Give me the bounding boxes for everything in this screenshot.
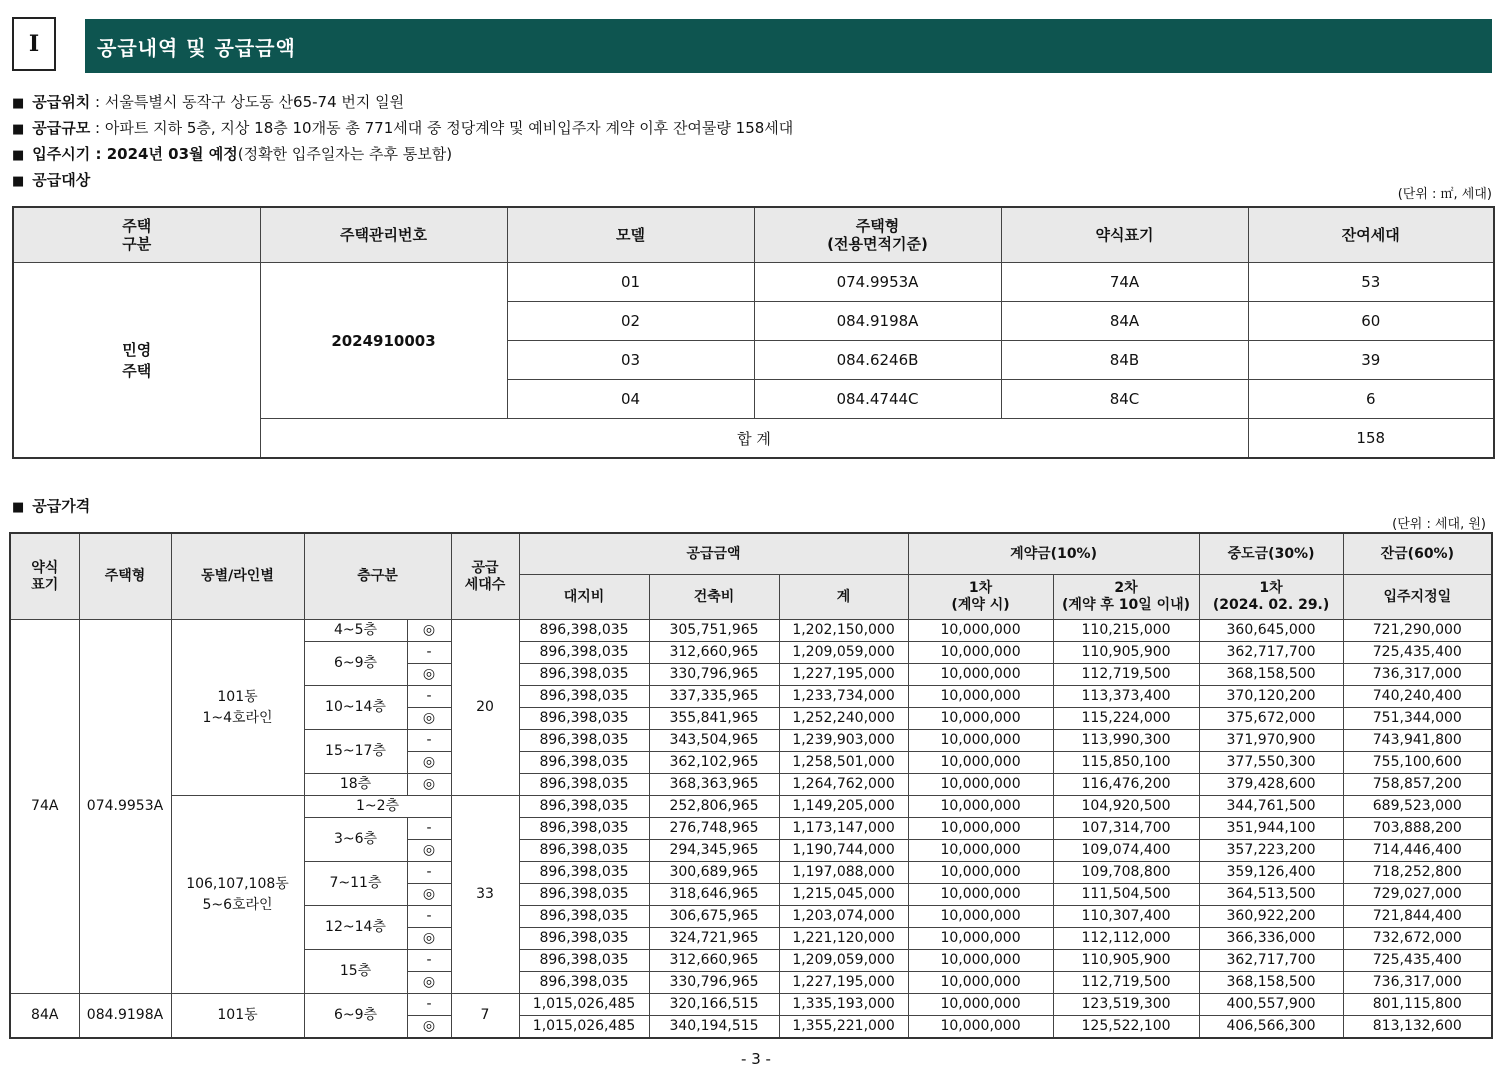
middle-1-cell: 360,645,000 xyxy=(1199,620,1343,642)
floor-cell: 1~2층 xyxy=(304,796,451,818)
balance-cell: 721,844,400 xyxy=(1343,906,1492,928)
total-price-cell: 1,190,744,000 xyxy=(779,840,908,862)
building-cost-cell: 312,660,965 xyxy=(649,950,779,972)
middle-1-cell: 368,158,500 xyxy=(1199,972,1343,994)
header-building-cost: 건축비 xyxy=(649,575,779,620)
land-cost-cell: 896,398,035 xyxy=(519,906,649,928)
floor-cell: 12~14층 xyxy=(304,906,407,950)
building-cost-cell: 330,796,965 xyxy=(649,664,779,686)
contract-2-cell: 110,215,000 xyxy=(1053,620,1199,642)
short-cell: 74A xyxy=(1001,263,1248,302)
contract-1-cell: 10,000,000 xyxy=(908,686,1053,708)
units-cell: 33 xyxy=(451,796,519,994)
table-row xyxy=(10,620,1492,642)
building-cost-cell: 318,646,965 xyxy=(649,884,779,906)
type-cell: 074.9953A xyxy=(754,263,1001,302)
model-cell: 04 xyxy=(507,380,754,419)
land-cost-cell: 896,398,035 xyxy=(519,664,649,686)
table-row xyxy=(13,263,1494,302)
middle-1-cell: 379,428,600 xyxy=(1199,774,1343,796)
model-cell: 02 xyxy=(507,302,754,341)
info-row-scale xyxy=(12,116,793,142)
contract-1-cell: 10,000,000 xyxy=(908,884,1053,906)
middle-1-cell: 375,672,000 xyxy=(1199,708,1343,730)
floor-mark-cell: ◎ xyxy=(407,774,451,796)
floor-mark-cell: ◎ xyxy=(407,1016,451,1039)
balance-cell: 755,100,600 xyxy=(1343,752,1492,774)
floor-mark-cell: - xyxy=(407,950,451,972)
contract-1-cell: 10,000,000 xyxy=(908,950,1053,972)
contract-1-cell: 10,000,000 xyxy=(908,664,1053,686)
floor-cell: 15층 xyxy=(304,950,407,994)
total-price-cell: 1,203,074,000 xyxy=(779,906,908,928)
info-separator: : xyxy=(90,119,105,137)
floor-mark-cell: - xyxy=(407,818,451,840)
floor-cell: 6~9층 xyxy=(304,642,407,686)
contract-2-cell: 115,850,100 xyxy=(1053,752,1199,774)
land-cost-cell: 896,398,035 xyxy=(519,884,649,906)
floor-cell: 15~17층 xyxy=(304,730,407,774)
contract-2-cell: 107,314,700 xyxy=(1053,818,1199,840)
building-cost-cell: 305,751,965 xyxy=(649,620,779,642)
floor-mark-cell: ◎ xyxy=(407,840,451,862)
floor-mark-cell: ◎ xyxy=(407,620,451,642)
middle-1-cell: 368,158,500 xyxy=(1199,664,1343,686)
balance-cell: 689,523,000 xyxy=(1343,796,1492,818)
building-cost-cell: 276,748,965 xyxy=(649,818,779,840)
contract-2-cell: 125,522,100 xyxy=(1053,1016,1199,1039)
contract-1-cell: 10,000,000 xyxy=(908,906,1053,928)
floor-cell: 10~14층 xyxy=(304,686,407,730)
type-cell: 084.9198A xyxy=(79,994,171,1039)
section-title: 공급내역 및 공급금액 xyxy=(97,35,296,60)
contract-2-cell: 104,920,500 xyxy=(1053,796,1199,818)
section-number-box: I xyxy=(12,17,56,71)
total-price-cell: 1,355,221,000 xyxy=(779,1016,908,1039)
building-cost-cell: 337,335,965 xyxy=(649,686,779,708)
header-land: 대지비 xyxy=(519,575,649,620)
contract-1-cell: 10,000,000 xyxy=(908,862,1053,884)
total-price-cell: 1,149,205,000 xyxy=(779,796,908,818)
contract-1-cell: 10,000,000 xyxy=(908,752,1053,774)
header-units: 공급 세대수 xyxy=(451,533,519,620)
building-cost-cell: 294,345,965 xyxy=(649,840,779,862)
land-cost-cell: 1,015,026,485 xyxy=(519,1016,649,1039)
info-separator: : xyxy=(90,145,107,163)
model-cell: 01 xyxy=(507,263,754,302)
land-cost-cell: 896,398,035 xyxy=(519,862,649,884)
land-cost-cell: 896,398,035 xyxy=(519,972,649,994)
total-price-cell: 1,258,501,000 xyxy=(779,752,908,774)
land-cost-cell: 896,398,035 xyxy=(519,840,649,862)
floor-mark-cell: ◎ xyxy=(407,928,451,950)
info-value-note: (정확한 입주일자는 추후 통보함) xyxy=(237,145,453,163)
type-cell: 074.9953A xyxy=(79,620,171,994)
floor-cell: 18층 xyxy=(304,774,407,796)
units-cell: 20 xyxy=(451,620,519,796)
balance-cell: 714,446,400 xyxy=(1343,840,1492,862)
building-cost-cell: 324,721,965 xyxy=(649,928,779,950)
short-cell: 84C xyxy=(1001,380,1248,419)
info-row-move-in xyxy=(12,142,793,168)
remaining-cell: 53 xyxy=(1248,263,1494,302)
contract-2-cell: 112,719,500 xyxy=(1053,972,1199,994)
land-cost-cell: 896,398,035 xyxy=(519,686,649,708)
balance-cell: 743,941,800 xyxy=(1343,730,1492,752)
short-cell: 84A xyxy=(1001,302,1248,341)
balance-cell: 729,027,000 xyxy=(1343,884,1492,906)
floor-mark-cell: - xyxy=(407,642,451,664)
total-price-cell: 1,209,059,000 xyxy=(779,950,908,972)
supply-info-list xyxy=(12,90,793,194)
total-price-cell: 1,233,734,000 xyxy=(779,686,908,708)
short-cell: 84A xyxy=(10,994,79,1039)
floor-mark-cell: ◎ xyxy=(407,752,451,774)
middle-1-cell: 344,761,500 xyxy=(1199,796,1343,818)
bullet-square-icon: ■ xyxy=(12,148,25,163)
header-floor: 층구분 xyxy=(304,533,451,620)
contract-1-cell: 10,000,000 xyxy=(908,818,1053,840)
middle-1-cell: 377,550,300 xyxy=(1199,752,1343,774)
housing-type-cell: 민영 주택 xyxy=(13,263,260,459)
info-row-location xyxy=(12,90,793,116)
type-cell: 084.9198A xyxy=(754,302,1001,341)
price-heading xyxy=(12,495,90,516)
info-row-target xyxy=(12,168,793,194)
floor-mark-cell: ◎ xyxy=(407,664,451,686)
total-price-cell: 1,227,195,000 xyxy=(779,972,908,994)
middle-1-cell: 351,944,100 xyxy=(1199,818,1343,840)
page-number: - 3 - xyxy=(741,1050,771,1068)
floor-mark-cell: - xyxy=(407,686,451,708)
info-label: 공급위치 xyxy=(32,93,91,111)
header-balance: 잔금(60%) xyxy=(1343,533,1492,575)
building-cost-cell: 330,796,965 xyxy=(649,972,779,994)
header-balance-1: 입주지정일 xyxy=(1343,575,1492,620)
units-cell: 7 xyxy=(451,994,519,1039)
remaining-cell: 6 xyxy=(1248,380,1494,419)
contract-1-cell: 10,000,000 xyxy=(908,642,1053,664)
contract-1-cell: 10,000,000 xyxy=(908,774,1053,796)
header-contract: 계약금(10%) xyxy=(908,533,1199,575)
header-cell: 주택관리번호 xyxy=(260,207,507,263)
info-label: 공급대상 xyxy=(32,171,91,189)
contract-2-cell: 113,373,400 xyxy=(1053,686,1199,708)
balance-cell: 732,672,000 xyxy=(1343,928,1492,950)
section-title-bar xyxy=(85,19,1492,73)
total-price-cell: 1,197,088,000 xyxy=(779,862,908,884)
header-contract-2: 2차 (계약 후 10일 이내) xyxy=(1053,575,1199,620)
info-label: 입주시기 xyxy=(32,145,91,163)
contract-2-cell: 112,112,000 xyxy=(1053,928,1199,950)
contract-1-cell: 10,000,000 xyxy=(908,972,1053,994)
total-price-cell: 1,252,240,000 xyxy=(779,708,908,730)
supply-target-unit: (단위 : ㎡, 세대) xyxy=(1397,187,1492,202)
bullet-square-icon: ■ xyxy=(12,500,25,515)
land-cost-cell: 1,015,026,485 xyxy=(519,994,649,1016)
balance-cell: 721,290,000 xyxy=(1343,620,1492,642)
header-cell: 주택 구분 xyxy=(13,207,260,263)
contract-2-cell: 115,224,000 xyxy=(1053,708,1199,730)
header-short: 약식 표기 xyxy=(10,533,79,620)
supply-target-table xyxy=(12,206,1495,459)
land-cost-cell: 896,398,035 xyxy=(519,950,649,972)
floor-mark-cell: - xyxy=(407,862,451,884)
contract-1-cell: 10,000,000 xyxy=(908,730,1053,752)
info-separator: : xyxy=(90,93,105,111)
floor-cell: 7~11층 xyxy=(304,862,407,906)
building-cost-cell: 252,806,965 xyxy=(649,796,779,818)
header-middle: 중도금(30%) xyxy=(1199,533,1343,575)
contract-1-cell: 10,000,000 xyxy=(908,796,1053,818)
header-type: 주택형 xyxy=(79,533,171,620)
total-price-cell: 1,221,120,000 xyxy=(779,928,908,950)
contract-1-cell: 10,000,000 xyxy=(908,708,1053,730)
land-cost-cell: 896,398,035 xyxy=(519,642,649,664)
remaining-cell: 39 xyxy=(1248,341,1494,380)
building-cell: 101동 xyxy=(171,994,304,1039)
price-unit: (단위 : 세대, 원) xyxy=(1392,517,1486,532)
total-price-cell: 1,264,762,000 xyxy=(779,774,908,796)
building-cost-cell: 368,363,965 xyxy=(649,774,779,796)
balance-cell: 718,252,800 xyxy=(1343,862,1492,884)
building-cost-cell: 312,660,965 xyxy=(649,642,779,664)
total-price-cell: 1,227,195,000 xyxy=(779,664,908,686)
building-cost-cell: 362,102,965 xyxy=(649,752,779,774)
land-cost-cell: 896,398,035 xyxy=(519,796,649,818)
short-cell: 84B xyxy=(1001,341,1248,380)
table-row xyxy=(10,796,1492,818)
table-row xyxy=(10,994,1492,1016)
floor-cell: 6~9층 xyxy=(304,994,407,1039)
contract-2-cell: 123,519,300 xyxy=(1053,994,1199,1016)
middle-1-cell: 360,922,200 xyxy=(1199,906,1343,928)
contract-1-cell: 10,000,000 xyxy=(908,994,1053,1016)
land-cost-cell: 896,398,035 xyxy=(519,774,649,796)
balance-cell: 725,435,400 xyxy=(1343,950,1492,972)
supply-price-table xyxy=(9,532,1493,1039)
header-sum: 계 xyxy=(779,575,908,620)
middle-1-cell: 362,717,700 xyxy=(1199,642,1343,664)
building-cost-cell: 306,675,965 xyxy=(649,906,779,928)
contract-2-cell: 110,905,900 xyxy=(1053,950,1199,972)
middle-1-cell: 370,120,200 xyxy=(1199,686,1343,708)
building-cost-cell: 320,166,515 xyxy=(649,994,779,1016)
floor-cell: 3~6층 xyxy=(304,818,407,862)
bullet-square-icon: ■ xyxy=(12,122,25,137)
total-price-cell: 1,173,147,000 xyxy=(779,818,908,840)
header-supply-amount: 공급금액 xyxy=(519,533,908,575)
balance-cell: 703,888,200 xyxy=(1343,818,1492,840)
header-cell: 잔여세대 xyxy=(1248,207,1494,263)
floor-cell: 4~5층 xyxy=(304,620,407,642)
model-cell: 03 xyxy=(507,341,754,380)
table-header-row xyxy=(10,533,1492,575)
middle-1-cell: 364,513,500 xyxy=(1199,884,1343,906)
contract-2-cell: 110,307,400 xyxy=(1053,906,1199,928)
building-cost-cell: 343,504,965 xyxy=(649,730,779,752)
contract-2-cell: 116,476,200 xyxy=(1053,774,1199,796)
contract-2-cell: 110,905,900 xyxy=(1053,642,1199,664)
header-contract-1: 1차 (계약 시) xyxy=(908,575,1053,620)
total-label-cell: 합 계 xyxy=(260,419,1248,459)
balance-cell: 740,240,400 xyxy=(1343,686,1492,708)
header-middle-1: 1차 (2024. 02. 29.) xyxy=(1199,575,1343,620)
floor-mark-cell: ◎ xyxy=(407,884,451,906)
bullet-square-icon: ■ xyxy=(12,174,25,189)
balance-cell: 801,115,800 xyxy=(1343,994,1492,1016)
land-cost-cell: 896,398,035 xyxy=(519,708,649,730)
type-cell: 084.4744C xyxy=(754,380,1001,419)
balance-cell: 813,132,600 xyxy=(1343,1016,1492,1039)
short-cell: 74A xyxy=(10,620,79,994)
table-header-row xyxy=(13,207,1494,263)
header-cell: 모델 xyxy=(507,207,754,263)
contract-2-cell: 111,504,500 xyxy=(1053,884,1199,906)
building-cost-cell: 300,689,965 xyxy=(649,862,779,884)
contract-1-cell: 10,000,000 xyxy=(908,1016,1053,1039)
balance-cell: 736,317,000 xyxy=(1343,664,1492,686)
management-no-cell: 2024910003 xyxy=(260,263,507,419)
land-cost-cell: 896,398,035 xyxy=(519,730,649,752)
total-price-cell: 1,215,045,000 xyxy=(779,884,908,906)
total-price-cell: 1,239,903,000 xyxy=(779,730,908,752)
middle-1-cell: 371,970,900 xyxy=(1199,730,1343,752)
building-cell: 101동 1~4호라인 xyxy=(171,620,304,796)
building-cost-cell: 355,841,965 xyxy=(649,708,779,730)
contract-2-cell: 113,990,300 xyxy=(1053,730,1199,752)
building-cost-cell: 340,194,515 xyxy=(649,1016,779,1039)
middle-1-cell: 366,336,000 xyxy=(1199,928,1343,950)
info-value: 서울특별시 동작구 상도동 산65-74 번지 일원 xyxy=(104,93,405,111)
contract-2-cell: 109,708,800 xyxy=(1053,862,1199,884)
type-cell: 084.6246B xyxy=(754,341,1001,380)
total-value-cell: 158 xyxy=(1248,419,1494,459)
middle-1-cell: 362,717,700 xyxy=(1199,950,1343,972)
contract-2-cell: 109,074,400 xyxy=(1053,840,1199,862)
total-price-cell: 1,202,150,000 xyxy=(779,620,908,642)
info-value: 아파트 지하 5층, 지상 18층 10개동 총 771세대 중 정당계약 및 예비입주자 계약 이후 잔여물량 158세대 xyxy=(104,119,794,137)
bullet-square-icon: ■ xyxy=(12,96,25,111)
floor-mark-cell: - xyxy=(407,994,451,1016)
price-heading-text: 공급가격 xyxy=(32,497,91,515)
land-cost-cell: 896,398,035 xyxy=(519,928,649,950)
balance-cell: 758,857,200 xyxy=(1343,774,1492,796)
total-price-cell: 1,209,059,000 xyxy=(779,642,908,664)
balance-cell: 736,317,000 xyxy=(1343,972,1492,994)
balance-cell: 751,344,000 xyxy=(1343,708,1492,730)
land-cost-cell: 896,398,035 xyxy=(519,752,649,774)
header-cell: 약식표기 xyxy=(1001,207,1248,263)
middle-1-cell: 357,223,200 xyxy=(1199,840,1343,862)
floor-mark-cell: ◎ xyxy=(407,708,451,730)
contract-2-cell: 112,719,500 xyxy=(1053,664,1199,686)
building-cell: 106,107,108동 5~6호라인 xyxy=(171,796,304,994)
contract-1-cell: 10,000,000 xyxy=(908,840,1053,862)
floor-mark-cell: - xyxy=(407,906,451,928)
balance-cell: 725,435,400 xyxy=(1343,642,1492,664)
middle-1-cell: 406,566,300 xyxy=(1199,1016,1343,1039)
total-price-cell: 1,335,193,000 xyxy=(779,994,908,1016)
middle-1-cell: 359,126,400 xyxy=(1199,862,1343,884)
contract-1-cell: 10,000,000 xyxy=(908,928,1053,950)
land-cost-cell: 896,398,035 xyxy=(519,818,649,840)
header-cell: 주택형 (전용면적기준) xyxy=(754,207,1001,263)
info-label: 공급규모 xyxy=(32,119,91,137)
floor-mark-cell: ◎ xyxy=(407,972,451,994)
contract-1-cell: 10,000,000 xyxy=(908,620,1053,642)
remaining-cell: 60 xyxy=(1248,302,1494,341)
header-building: 동별/라인별 xyxy=(171,533,304,620)
middle-1-cell: 400,557,900 xyxy=(1199,994,1343,1016)
info-value-bold: 2024년 03월 예정 xyxy=(106,145,238,163)
floor-mark-cell: - xyxy=(407,730,451,752)
land-cost-cell: 896,398,035 xyxy=(519,620,649,642)
